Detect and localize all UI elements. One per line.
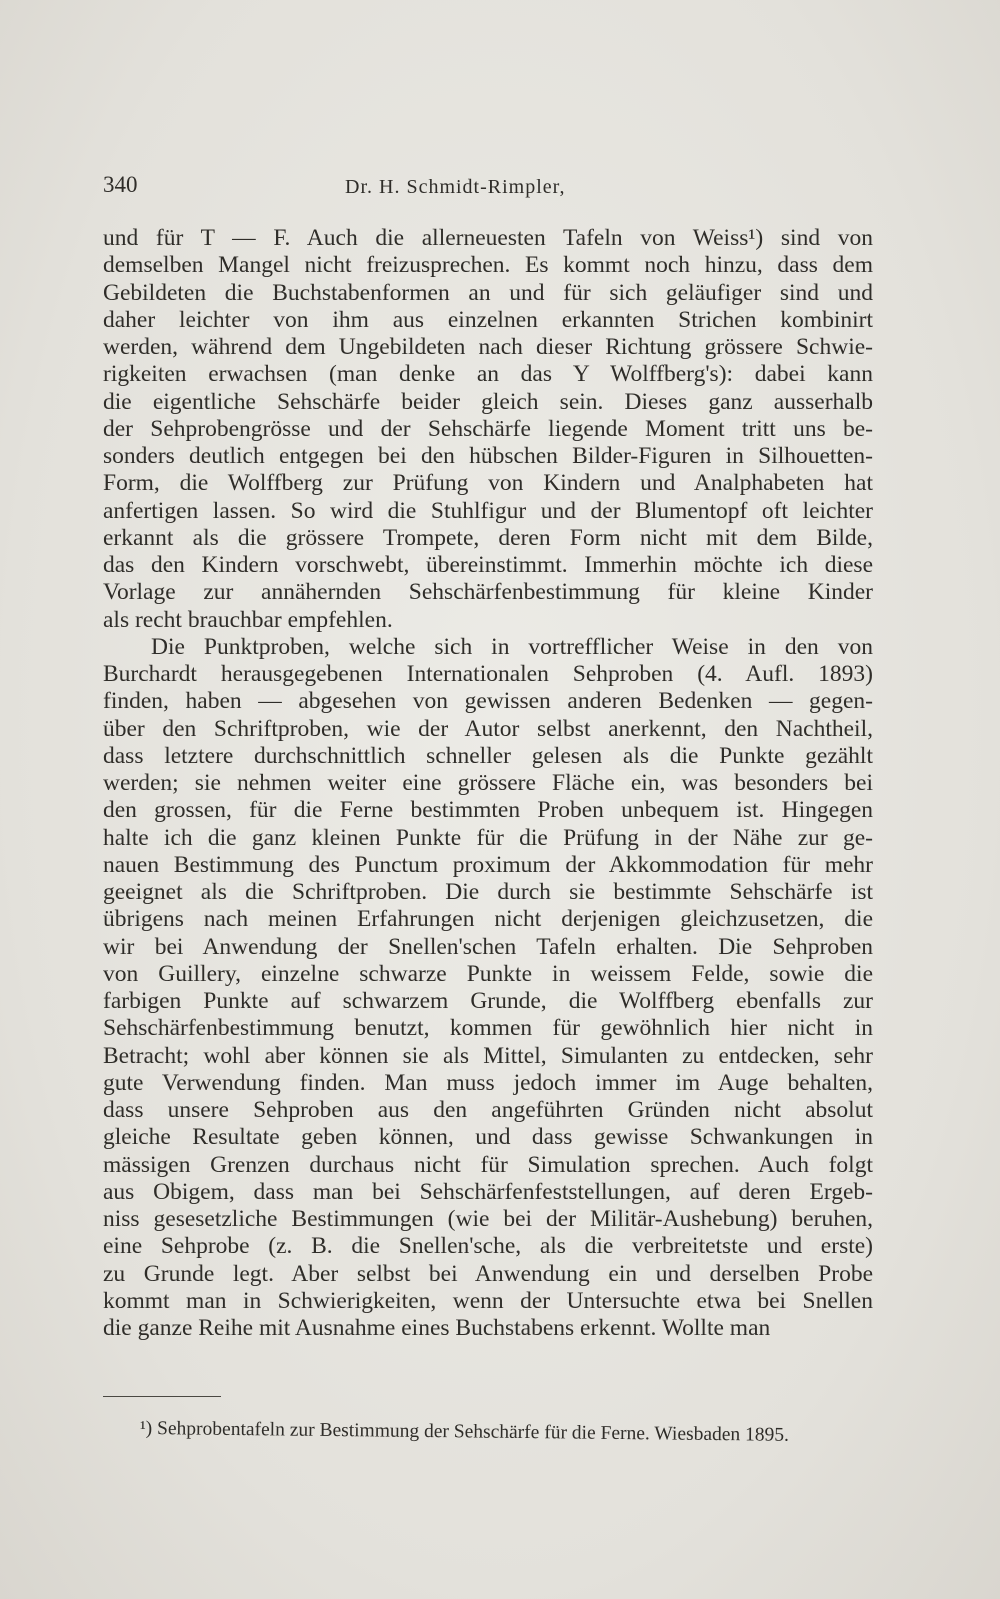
text-line: werden; sie nehmen weiter eine grössere Fläche ein, was besonders bei bbox=[103, 770, 873, 796]
text-line: Betracht; wohl aber können sie als Mittel, Simulanten zu entdecken, sehr bbox=[103, 1042, 873, 1069]
text-line: wir bei Anwendung der Snellen'schen Tafeln erhalten. Die Sehproben bbox=[103, 933, 873, 960]
text-line: der Sehprobengrösse und der Sehschärfe liegende Moment tritt uns be- bbox=[103, 415, 873, 442]
text-line: nauen Bestimmung des Punctum proximum der Akkommodation für mehr bbox=[103, 851, 873, 878]
text-line: Burchardt herausgegebenen Internationalen Sehproben (4. Aufl. 1893) bbox=[103, 661, 873, 687]
text-line: Vorlage zur annähernden Sehschärfenbestimmung für kleine Kinder bbox=[103, 579, 873, 606]
text-line: rigkeiten erwachsen (man denke an das Y Wolffberg's): dabei kann bbox=[103, 361, 873, 388]
text-line: werden, während dem Ungebildeten nach dieser Richtung grössere Schwie- bbox=[103, 334, 873, 360]
text-line: kommt man in Schwierigkeiten, wenn der Untersuchte etwa bei Snellen bbox=[103, 1287, 873, 1314]
text-line: halte ich die ganz kleinen Punkte für die Prüfung in der Nähe zur ge- bbox=[103, 824, 873, 851]
text-line: zu Grunde legt. Aber selbst bei Anwendung ein und derselben Probe bbox=[103, 1260, 873, 1287]
running-head: Dr. H. Schmidt-Rimpler, bbox=[345, 176, 566, 198]
text-line: dass unsere Sehproben aus den angeführten Gründen nicht absolut bbox=[103, 1097, 873, 1123]
text-line: geeignet als die Schriftproben. Die durch sie bestimmte Sehschärfe ist bbox=[103, 879, 873, 905]
text-line: finden, haben — abgesehen von gewissen anderen Bedenken — gegen- bbox=[103, 688, 873, 715]
text-line: die ganze Reihe mit Ausnahme eines Buchstabens erkennt. Wollte man bbox=[103, 1315, 771, 1341]
text-line: dass letztere durchschnittlich schneller gelesen als die Punkte gezählt bbox=[103, 742, 873, 769]
text-line: demselben Mangel nicht freizusprechen. Es kommt noch hinzu, dass dem bbox=[103, 252, 873, 279]
text-line: aus Obigem, dass man bei Sehschärfenfeststellungen, auf deren Ergeb- bbox=[103, 1178, 873, 1205]
text-line: und für T — F. Auch die allerneuesten Tafeln von Weiss¹) sind von bbox=[103, 225, 873, 251]
body-text bbox=[103, 225, 873, 1342]
text-line: den grossen, für die Ferne bestimmten Proben unbequem ist. Hingegen bbox=[103, 797, 873, 824]
text-line: daher leichter von ihm aus einzelnen erkannten Strichen kombinirt bbox=[103, 306, 873, 333]
text-line: von Guillery, einzelne schwarze Punkte in weissem Felde, sowie die bbox=[103, 960, 873, 987]
text-line: als recht brauchbar empfehlen. bbox=[103, 606, 393, 633]
text-line: gute Verwendung finden. Man muss jedoch immer im Auge behalten, bbox=[103, 1069, 873, 1096]
text-line: über den Schriftproben, wie der Autor selbst anerkennt, den Nachtheil, bbox=[103, 715, 873, 742]
page-header bbox=[103, 172, 861, 206]
page-number: 340 bbox=[103, 172, 138, 197]
text-line: Die Punktproben, welche sich in vortrefflicher Weise in den von bbox=[151, 633, 873, 660]
text-line: Gebildeten die Buchstabenformen an und für sich geläufiger sind und bbox=[103, 279, 873, 306]
text-line: Sehschärfenbestimmung benutzt, kommen für gewöhnlich hier nicht in bbox=[103, 1015, 873, 1042]
text-line: das den Kindern vorschwebt, übereinstimmt. Immerhin möchte ich diese bbox=[103, 552, 873, 578]
text-line: anfertigen lassen. So wird die Stuhlfigur und der Blumentopf oft leichter bbox=[103, 497, 873, 524]
text-line: eine Sehprobe (z. B. die Snellen'sche, als die verbreitetste und erste) bbox=[103, 1233, 873, 1260]
text-line: die eigentliche Sehschärfe beider gleich sein. Dieses ganz ausserhalb bbox=[103, 388, 873, 415]
text-line: mässigen Grenzen durchaus nicht für Simulation sprechen. Auch folgt bbox=[103, 1151, 873, 1178]
text-line: Form, die Wolffberg zur Prüfung von Kindern und Analphabeten hat bbox=[103, 470, 873, 497]
footnote: ¹) Sehprobentafeln zur Bestimmung der Sehschärfe für die Ferne. Wiesbaden 1895. bbox=[139, 1418, 790, 1446]
text-line: gleiche Resultate geben können, und dass gewisse Schwankungen in bbox=[103, 1124, 873, 1151]
text-line: erkannt als die grössere Trompete, deren Form nicht mit dem Bilde, bbox=[103, 524, 873, 551]
text-line: niss gesesetzliche Bestimmungen (wie bei der Militär-Aushebung) beruhen, bbox=[103, 1206, 873, 1232]
text-line: sonders deutlich entgegen bei den hübschen Bilder-Figuren in Silhouetten- bbox=[103, 443, 873, 469]
footnote-divider bbox=[103, 1396, 221, 1397]
text-line: übrigens nach meinen Erfahrungen nicht derjenigen gleichzusetzen, die bbox=[103, 906, 873, 933]
text-line: farbigen Punkte auf schwarzem Grunde, die Wolffberg ebenfalls zur bbox=[103, 988, 873, 1014]
